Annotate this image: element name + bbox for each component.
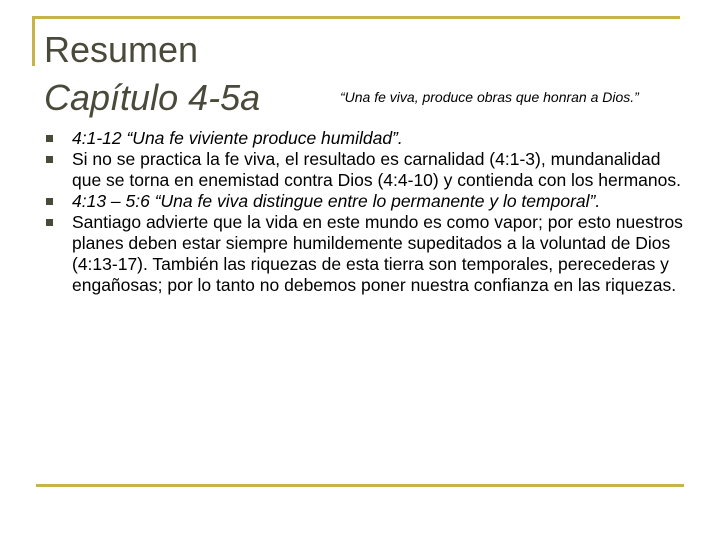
bullet-text: Si no se practica la fe viva, el resultado es carnalidad (4:1-3), mundanalidad que se torna en enemistad contra Dios (4:4-10) y contienda con los hermanos. [72, 149, 681, 190]
bullet-item [46, 212, 686, 296]
bullet-text: Santiago advierte que la vida en este mundo es como vapor; por esto nuestros planes deben estar siempre humildemente supeditados a la voluntad de Dios (4:13-17). También las riquezas de esta tierra son temporales, perecederas y engañosas; por lo tanto no debemos poner nuestra confianza en las riquezas. [72, 212, 683, 295]
bullet-item [46, 149, 686, 191]
slide-subtitle: Capítulo 4-5a [44, 77, 261, 118]
bottom-border-line [36, 484, 684, 487]
bullet-list [46, 128, 686, 296]
quote-rest: que honran a Dios.” [511, 89, 639, 105]
left-border-line [32, 16, 35, 66]
top-border-line [32, 16, 680, 19]
square-bullet-icon [46, 219, 53, 226]
bullet-text: 4:13 – 5:6 “Una fe viva distingue entre lo permanente y lo temporal”. [72, 191, 601, 211]
bullet-item [46, 191, 686, 212]
slide-quote [340, 88, 639, 106]
bullet-text: 4:1-12 “Una fe viviente produce humildad”. [72, 128, 403, 148]
square-bullet-icon [46, 135, 53, 142]
quote-emphasis: “Una fe viva, produce obras [340, 89, 512, 105]
square-bullet-icon [46, 198, 53, 205]
slide-title: Resumen [44, 29, 199, 70]
square-bullet-icon [46, 156, 53, 163]
bullet-item [46, 128, 686, 149]
